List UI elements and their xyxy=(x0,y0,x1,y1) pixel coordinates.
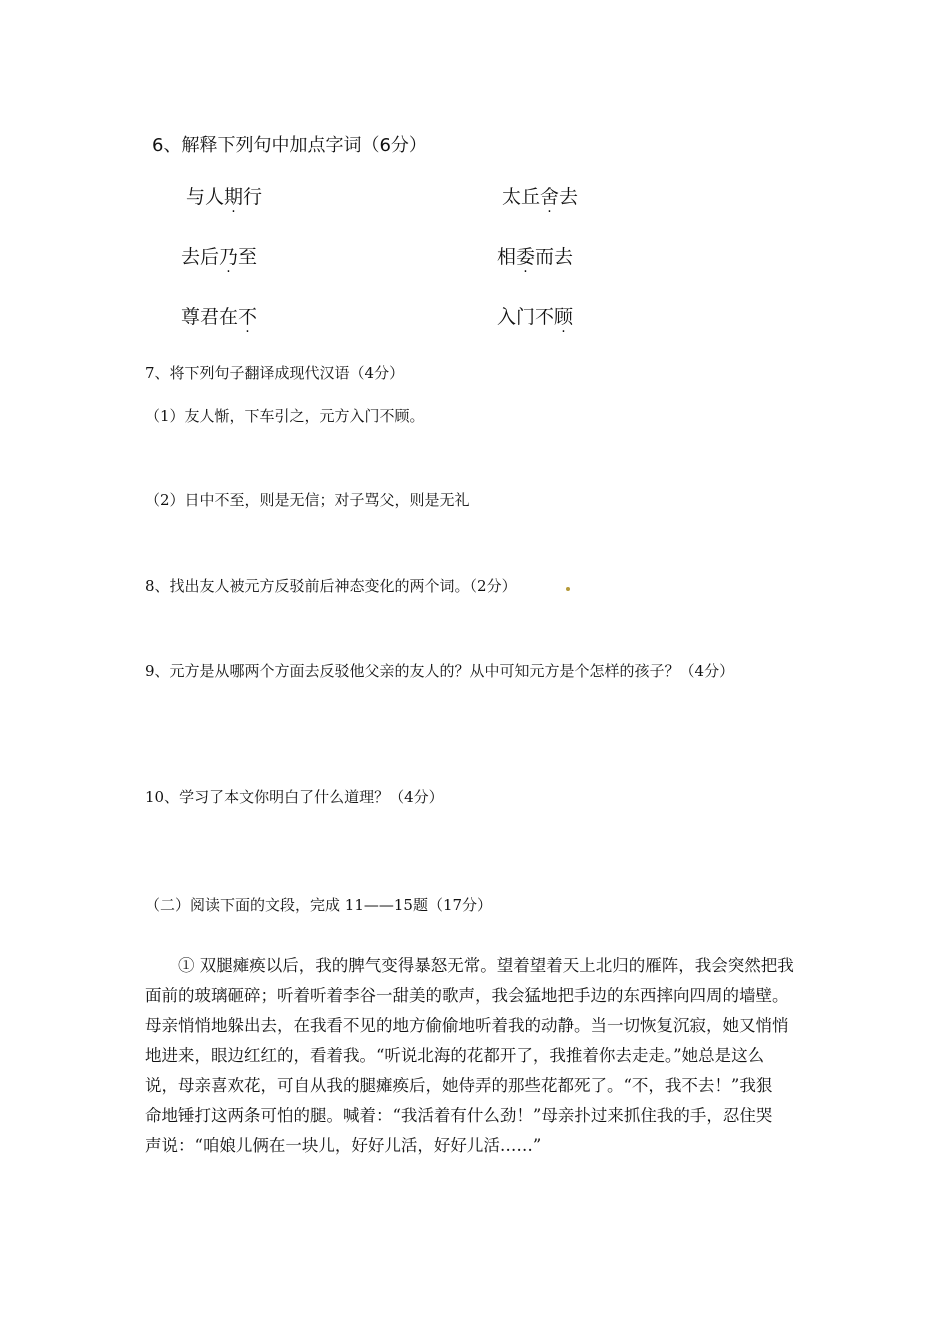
q6-item-3-mark: 乃 xyxy=(219,246,239,268)
section-2-heading: （二）阅读下面的文段，完成 11——15题（17分） xyxy=(145,896,493,914)
question-7-sentence-1: （1）友人惭，下车引之，元方入门不顾。 xyxy=(145,407,425,425)
q6-item-5 xyxy=(181,302,257,329)
q6-item-4-pre: 相 xyxy=(497,246,517,268)
q6-item-1-pre: 与人 xyxy=(186,186,225,208)
passage-line: 命地锤打这两条可怕的腿。喊着：“我活着有什么劲！”母亲扑过来抓住我的手，忍住哭 xyxy=(145,1106,773,1125)
q6-item-3-post: 至 xyxy=(238,246,258,268)
q6-item-6-mark: 顾 xyxy=(554,306,574,328)
passage-line: 地进来，眼边红红的，看着我。“听说北海的花都开了，我推着你去走走。”她总是这么 xyxy=(145,1046,765,1065)
q6-item-4 xyxy=(497,242,573,269)
question-6-title: 6、解释下列句中加点字词（6分） xyxy=(152,135,427,156)
q6-item-4-post: 而去 xyxy=(535,246,574,268)
question-8: 8、找出友人被元方反驳前后神态变化的两个词。（2分） xyxy=(145,577,517,595)
q6-item-2-post: 去 xyxy=(559,186,579,208)
q6-item-1-mark: 期 xyxy=(224,186,244,208)
q6-item-5-mark: 不 xyxy=(238,306,258,328)
q6-item-2-mark: 舍 xyxy=(540,186,560,208)
q6-item-4-mark: 委 xyxy=(516,246,536,268)
q6-item-2-pre: 太丘 xyxy=(502,186,541,208)
question-7-sentence-2: （2）日中不至，则是无信；对子骂父，则是无礼 xyxy=(145,491,470,509)
q6-item-5-pre: 尊君在 xyxy=(181,306,239,328)
passage-line: 说，母亲喜欢花，可自从我的腿瘫痪后，她侍弄的那些花都死了。“不，我不去！”我狠 xyxy=(145,1076,773,1095)
passage-line: 声说：“咱娘儿俩在一块儿，好好儿活，好好儿活……” xyxy=(145,1136,542,1155)
q6-item-3 xyxy=(181,242,257,269)
passage-line: ① 双腿瘫痪以后，我的脾气变得暴怒无常。望着望着天上北归的雁阵，我会突然把我 xyxy=(145,956,794,975)
q6-item-6-pre: 入门不 xyxy=(497,306,555,328)
q6-item-2 xyxy=(502,182,578,209)
question-7-title: 7、将下列句子翻译成现代汉语（4分） xyxy=(145,364,405,382)
q6-item-1-post: 行 xyxy=(243,186,263,208)
question-9: 9、元方是从哪两个方面去反驳他父亲的友人的？从中可知元方是个怎样的孩子？（4分） xyxy=(145,662,735,680)
q6-item-1 xyxy=(186,182,262,209)
ink-speck xyxy=(566,587,570,591)
reading-passage xyxy=(145,951,805,1161)
passage-line: 面前的玻璃砸碎；听着听着李谷一甜美的歌声，我会猛地把手边的东西摔向四周的墙壁。 xyxy=(145,986,789,1005)
q6-item-3-pre: 去后 xyxy=(181,246,220,268)
question-10: 10、学习了本文你明白了什么道理？（4分） xyxy=(145,788,444,806)
q6-item-6 xyxy=(497,302,573,329)
passage-line: 母亲悄悄地躲出去，在我看不见的地方偷偷地听着我的动静。当一切恢复沉寂，她又悄悄 xyxy=(145,1016,789,1035)
